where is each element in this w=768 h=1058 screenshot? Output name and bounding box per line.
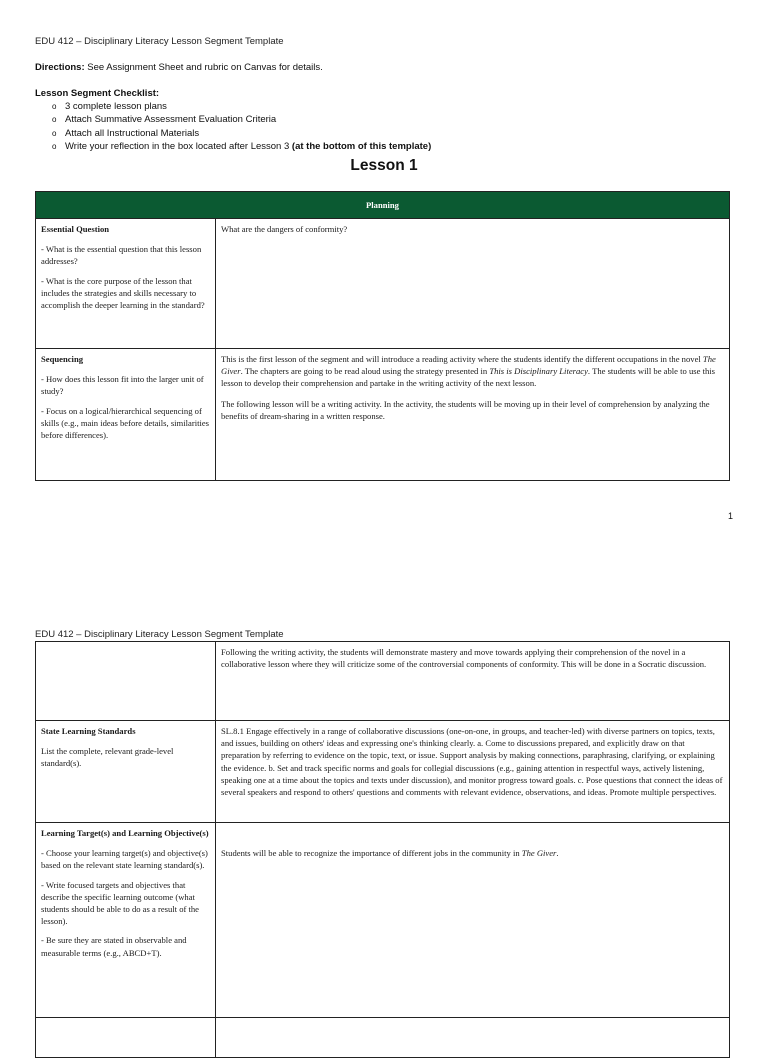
circle-bullet-icon: o — [52, 128, 57, 138]
planning-header: Planning — [36, 192, 730, 219]
standards-label: State Learning Standards — [41, 726, 136, 736]
table-row — [36, 823, 730, 1018]
checklist-bold-note: (at the bottom of this template) — [291, 141, 432, 153]
page-header: EDU 412 – Disciplinary Literacy Lesson Segment Template — [35, 629, 284, 640]
checklist-item: o Attach Summative Assessment Evaluation Criteria — [52, 114, 277, 126]
essential-question-prompt: - What is the essential question that this lesson addresses? — [41, 244, 202, 267]
table-row — [36, 721, 730, 823]
directions — [35, 62, 323, 73]
sequencing-answer-continued: Following the writing activity, the students will demonstrate mastery and move towards applying their comprehension of the novel in a collaborative lesson where they will criticize some of the controversial components of conformity. This will be done in a Socratic discussion. — [216, 642, 730, 721]
table-row — [36, 349, 730, 481]
essential-question-cell — [36, 219, 216, 349]
directions-label: Directions: — [35, 62, 85, 73]
targets-prompt-2: - Write focused targets and objectives that describe the specific learning outcome (what students should be able to do as a result of the lesson). — [41, 879, 199, 927]
targets-prompt-3: - Be sure they are stated in observable and measurable terms (e.g., ABCD+T). — [41, 935, 187, 958]
sequencing-answer-paragraph-2: The following lesson will be a writing activity. In the activity, the students will be moving up in their level of comprehension by analyzing the benefits of dream-sharing in a written response. — [221, 398, 710, 421]
table-row — [36, 642, 730, 721]
standards-answer: SL.8.1 Engage effectively in a range of collaborative discussions (one-on-one, in groups, and teacher-led) with diverse partners on topics, texts, and issues, building on others' ideas and expressing one's thinking clearly. a. Come to discussions prepared, and explicitly draw on that preparation by referring to evidence on the topic, text, or issue. Support analysis by making connections, paraphrasing, clarifying, or explaining the evidence. b. Set and track specific norms and goals for collegial discussions (e.g., gaining attention in respectful ways, actively listening, speaking one at a time about the topics and texts under discussion), and monitor progress toward goals. c. Pose questions that connect the ideas of several speakers and respond to others' questions and comments with relevant evidence, observations, and ideas. Promote multiple perspectives. — [216, 721, 730, 823]
standards-cell — [36, 721, 216, 823]
checklist — [35, 100, 535, 154]
standards-prompt: List the complete, relevant grade-level standard(s). — [41, 746, 174, 769]
table-row — [36, 219, 730, 349]
sequencing-answer — [216, 349, 730, 481]
lesson-title: Lesson 1 — [350, 157, 418, 174]
page-number: 1 — [728, 511, 734, 521]
circle-bullet-icon: o — [52, 142, 57, 152]
page-header: EDU 412 – Disciplinary Literacy Lesson Segment Template — [35, 36, 284, 47]
checklist-item: o Attach all Instructional Materials — [52, 127, 200, 139]
sequencing-answer-paragraph-1: This is the first lesson of the segment and will introduce a reading activity where the students identify the different occupations in the novel The Giver. The chapters are going to be read aloud using the strategy presented in This is Disciplinary Literacy. The students will be able to use this lesson to develop their comprehension and partake in the writing activity of the next lesson. — [221, 354, 716, 389]
sequencing-prompt-1: - How does this lesson fit into the larger unit of study? — [41, 374, 204, 397]
circle-bullet-icon: o — [52, 102, 57, 111]
empty-label-cell — [36, 642, 216, 721]
targets-answer: Students will be able to recognize the importance of different jobs in the community in The Giver. — [216, 823, 730, 1018]
sequencing-label: Sequencing — [41, 354, 84, 364]
targets-label: Learning Target(s) and Learning Objective(s) — [41, 828, 209, 838]
circle-bullet-icon: o — [52, 115, 57, 125]
essential-question-label: Essential Question — [41, 224, 110, 234]
essential-question-answer: What are the dangers of conformity? — [216, 219, 730, 349]
directions-text: See Assignment Sheet and rubric on Canvas for details. — [87, 62, 323, 73]
targets-cell — [36, 823, 216, 1018]
targets-prompt-1: - Choose your learning target(s) and objective(s) based on the relevant state learning standard(s). — [41, 848, 208, 871]
sequencing-cell — [36, 349, 216, 481]
lesson-planning-table-continued — [35, 641, 730, 1058]
sequencing-prompt-2: - Focus on a logical/hierarchical sequencing of skills (e.g., main ideas before details, similarities before differences). — [41, 405, 210, 441]
lesson-planning-table — [35, 191, 730, 481]
checklist-item: o 3 complete lesson plans — [52, 101, 167, 112]
core-purpose-prompt: - What is the core purpose of the lesson that includes the strategies and skills necessary to accomplish the deeper learning in the standard? — [41, 275, 205, 311]
checklist-item: o Write your reflection in the box located after Lesson 3 (at the bottom of this template) — [52, 141, 432, 153]
checklist-title: Lesson Segment Checklist: — [35, 88, 160, 99]
